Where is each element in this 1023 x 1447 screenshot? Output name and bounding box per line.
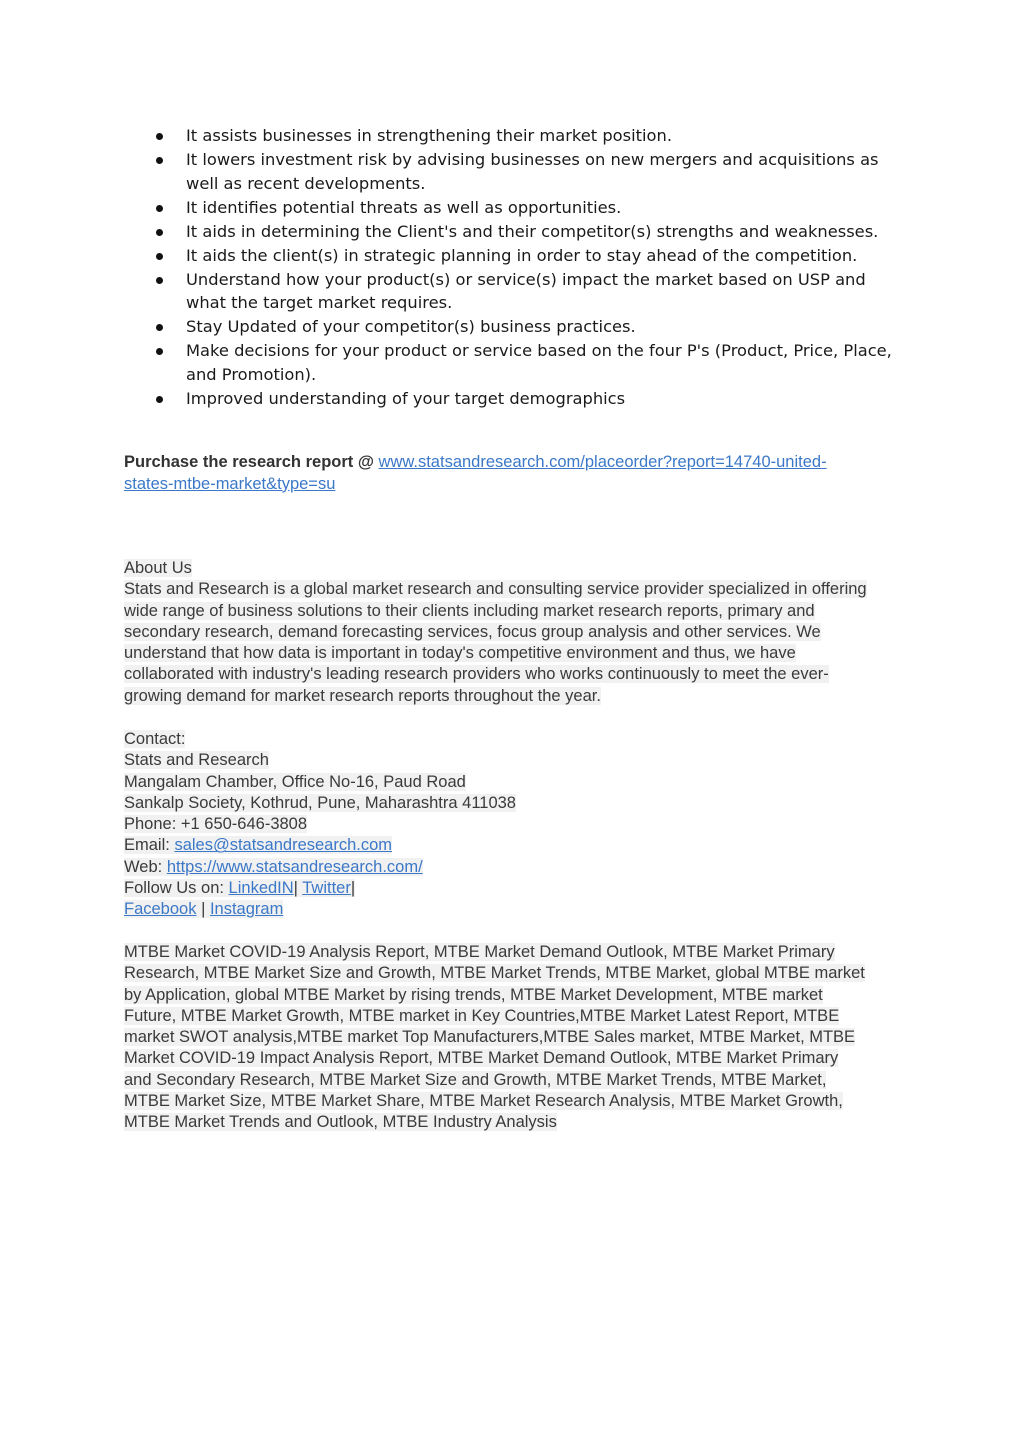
address-line1: Mangalam Chamber, Office No-16, Paud Road [124,772,466,791]
purchase-label: Purchase the research report @ [124,453,374,471]
separator: | [293,879,298,898]
about-us-line: Stats and Research is a global market research and consulting service provider specialized in offering [124,580,867,599]
website-link[interactable]: https://www.statsandresearch.com/ [166,857,423,876]
list-item [0,315,1023,339]
list-item-text: Stay Updated of your competitor(s) business practices. [186,317,636,337]
bullet-icon [156,133,163,140]
web-label: Web: [124,857,163,876]
list-item [0,268,1023,315]
list-item-text: It aids in determining the Client's and their competitor(s) strengths and weaknesses. [186,221,879,241]
list-item-text: Improved understanding of your target demographics [186,388,626,408]
about-us-line: understand that how data is important in today's competitive environment and thus, we have [124,644,796,663]
list-item-text: It assists businesses in strengthening their market position. [186,126,672,145]
list-item-text: It lowers investment risk by advising businesses on new mergers and acquisitions as well as recent developments. [186,149,879,193]
keywords-line: by Application, global MTBE Market by rising trends, MTBE Market Development, MTBE market [124,985,823,1004]
purchase-report-line [124,452,884,495]
about-us-line: secondary research, demand forecasting services, focus group analysis and other services. We [124,622,821,641]
bullet-icon [156,348,163,355]
address-line2: Sankalp Society, Kothrud, Pune, Maharashtra 411038 [124,793,516,812]
keywords-line: MTBE Market Trends and Outlook, MTBE Industry Analysis [124,1113,557,1132]
keywords-line: market SWOT analysis,MTBE market Top Manufacturers,MTBE Sales market, MTBE Market, MTBE [124,1028,856,1047]
instagram-link[interactable]: Instagram [209,900,284,919]
linkedin-link[interactable]: LinkedIN [228,879,294,898]
list-item-text: It identifies potential threats as well as opportunities. [186,197,622,217]
keywords-line: Future, MTBE Market Growth, MTBE market in Key Countries,MTBE Market Latest Report, MTBE [124,1006,840,1025]
about-us-line: growing demand for market research reports throughout the year. [124,686,601,705]
about-us-section [124,558,924,707]
contact-heading: Contact: [124,730,186,748]
about-us-heading: About Us [124,559,192,577]
facebook-link[interactable]: Facebook [124,900,197,919]
bullet-icon [156,157,163,164]
email-link[interactable]: sales@statsandresearch.com [174,836,393,855]
list-item-text: Understand how your product(s) or service(s) impact the market based on USP and what the target market requires. [186,269,866,313]
bullet-icon [156,396,163,403]
bullet-icon [156,205,163,212]
separator: | [201,900,206,919]
list-item [0,387,1023,411]
purchase-url-line1: www.statsandresearch.com/placeorder?report=14740-united- [378,453,827,471]
follow-label: Follow Us on: [124,879,224,898]
keywords-section [124,942,924,1134]
bullet-icon [156,253,163,260]
keywords-line: MTBE Market COVID-19 Analysis Report, MTBE Market Demand Outlook, MTBE Market Primary [124,943,835,961]
list-item [0,196,1023,220]
list-item [0,220,1023,244]
keywords-line: Market COVID-19 Impact Analysis Report, MTBE Market Demand Outlook, MTBE Market Primary [124,1049,839,1068]
bullet-icon [156,324,163,331]
phone-number: Phone: +1 650-646-3808 [124,815,308,834]
list-item-text: Make decisions for your product or service based on the four P's (Product, Price, Place, and Promotion). [186,341,892,384]
list-item [0,124,1023,148]
contact-section [124,729,924,921]
keywords-line: MTBE Market Size, MTBE Market Share, MTBE Market Research Analysis, MTBE Market Growth, [124,1092,843,1111]
twitter-link[interactable]: Twitter [302,879,351,898]
separator: | [350,879,356,898]
list-item [0,339,1023,386]
keywords-line: and Secondary Research, MTBE Market Size and Growth, MTBE Market Trends, MTBE Market, [124,1070,827,1089]
email-label: Email: [124,836,170,855]
purchase-url-line2: states-mtbe-market&type=su [124,474,336,493]
company-name: Stats and Research [124,751,269,770]
list-item-text: It aids the client(s) in strategic planning in order to stay ahead of the competition. [186,245,858,265]
list-item [0,148,1023,195]
bullet-icon [156,229,163,236]
list-item [0,244,1023,268]
about-us-line: wide range of business solutions to their clients including market research reports, primary and [124,601,815,620]
benefits-list [0,124,1023,411]
about-us-line: collaborated with industry's leading research providers who works continuously to meet the ever- [124,665,829,684]
bullet-icon [156,277,163,284]
keywords-line: Research, MTBE Market Size and Growth, MTBE Market Trends, MTBE Market, global MTBE market [124,964,865,983]
